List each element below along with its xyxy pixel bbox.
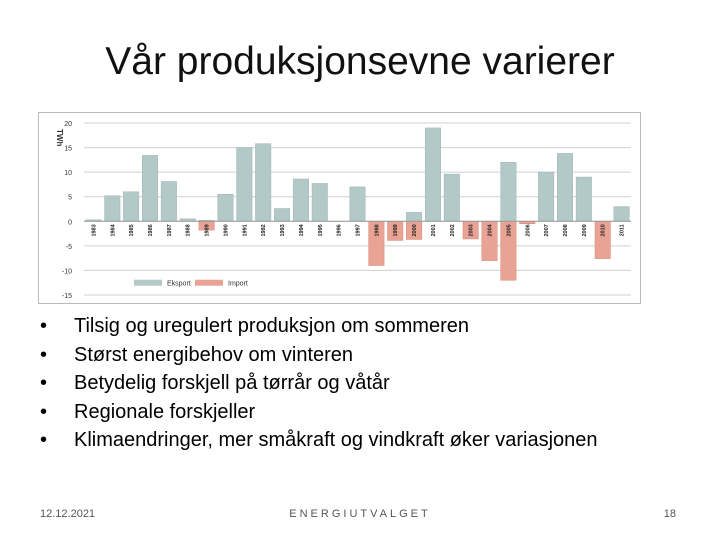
x-tick-label: 2005 [506, 224, 513, 237]
x-tick-label: 1989 [204, 224, 211, 237]
x-tick-label: 1999 [393, 224, 400, 237]
export-bar [538, 172, 553, 221]
legend-label-import: Import [228, 280, 248, 288]
x-tick-label: 1983 [91, 224, 98, 237]
export-bar [425, 128, 440, 221]
x-tick-label: 2010 [600, 224, 607, 237]
export-bar [557, 153, 572, 221]
page-number: 18 [663, 508, 676, 520]
y-tick-label: 15 [64, 145, 72, 153]
bullet-list [40, 312, 598, 455]
y-tick-label: -15 [61, 293, 72, 300]
export-bar [274, 209, 289, 222]
x-tick-label: 2002 [449, 224, 456, 237]
export-bar [350, 187, 365, 221]
bullet-item: • Størst energibehov om vinteren [40, 341, 598, 370]
export-bar [237, 148, 252, 222]
legend-swatch-import [195, 280, 223, 286]
export-bar [444, 174, 459, 221]
legend-label-export: Eksport [167, 280, 191, 288]
legend-swatch-export [134, 280, 162, 286]
y-tick-label: 20 [64, 121, 72, 128]
x-tick-label: 1986 [148, 224, 155, 237]
chart-container [38, 112, 641, 304]
y-tick-label: 0 [68, 219, 72, 227]
x-tick-label: 1987 [166, 224, 173, 237]
x-tick-label: 2008 [562, 224, 569, 237]
y-tick-label: -10 [61, 268, 72, 276]
export-bar [501, 162, 516, 221]
x-tick-label: 2003 [468, 224, 475, 237]
x-tick-label: 1990 [223, 224, 230, 237]
x-tick-label: 2009 [581, 224, 588, 237]
export-bar [142, 155, 157, 221]
y-tick-label: 5 [68, 194, 72, 202]
x-tick-label: 2011 [619, 224, 626, 237]
x-tick-label: 1993 [280, 224, 287, 237]
export-bar [406, 212, 421, 221]
x-tick-label: 1995 [317, 224, 324, 237]
x-tick-label: 2004 [487, 224, 494, 237]
x-tick-label: 1984 [110, 224, 117, 237]
footer-organization: ENERGIUTVALGET [289, 508, 431, 520]
footer-date: 12.12.2021 [40, 508, 96, 520]
export-bar [255, 144, 270, 222]
export-import-chart [39, 113, 640, 303]
bullet-item: • Tilsig og uregulert produksjon om sommeren [40, 312, 598, 341]
bullet-item: • Klimaendringer, mer småkraft og vindkraft øker variasjonen [40, 426, 598, 455]
x-tick-label: 1996 [336, 224, 343, 237]
export-bar [161, 181, 176, 221]
x-tick-label: 1998 [374, 224, 381, 237]
export-bar [293, 179, 308, 221]
bullet-item: • Betydelig forskjell på tørrår og våtår [40, 369, 598, 398]
x-tick-label: 2001 [430, 224, 437, 237]
y-tick-label: -5 [65, 243, 72, 251]
x-tick-label: 2007 [544, 224, 551, 237]
export-bar [312, 183, 327, 221]
export-bar [123, 192, 138, 221]
x-tick-label: 1985 [129, 224, 136, 237]
x-tick-label: 2006 [525, 224, 532, 237]
x-tick-label: 1994 [298, 224, 305, 237]
x-tick-label: 1988 [185, 224, 192, 237]
export-bar [576, 177, 591, 221]
y-tick-label: 10 [64, 170, 72, 178]
export-bar [105, 196, 120, 222]
export-bar [218, 194, 233, 221]
bullet-item: • Regionale forskjeller [40, 398, 598, 427]
slide-title: Vår produksjonsevne varierer [105, 40, 615, 83]
export-bar [614, 207, 629, 222]
x-tick-label: 2000 [412, 224, 419, 237]
y-axis-label: TWh [55, 129, 64, 147]
x-tick-label: 1991 [242, 224, 249, 237]
x-tick-label: 1997 [355, 224, 362, 237]
x-tick-label: 1992 [261, 224, 268, 237]
